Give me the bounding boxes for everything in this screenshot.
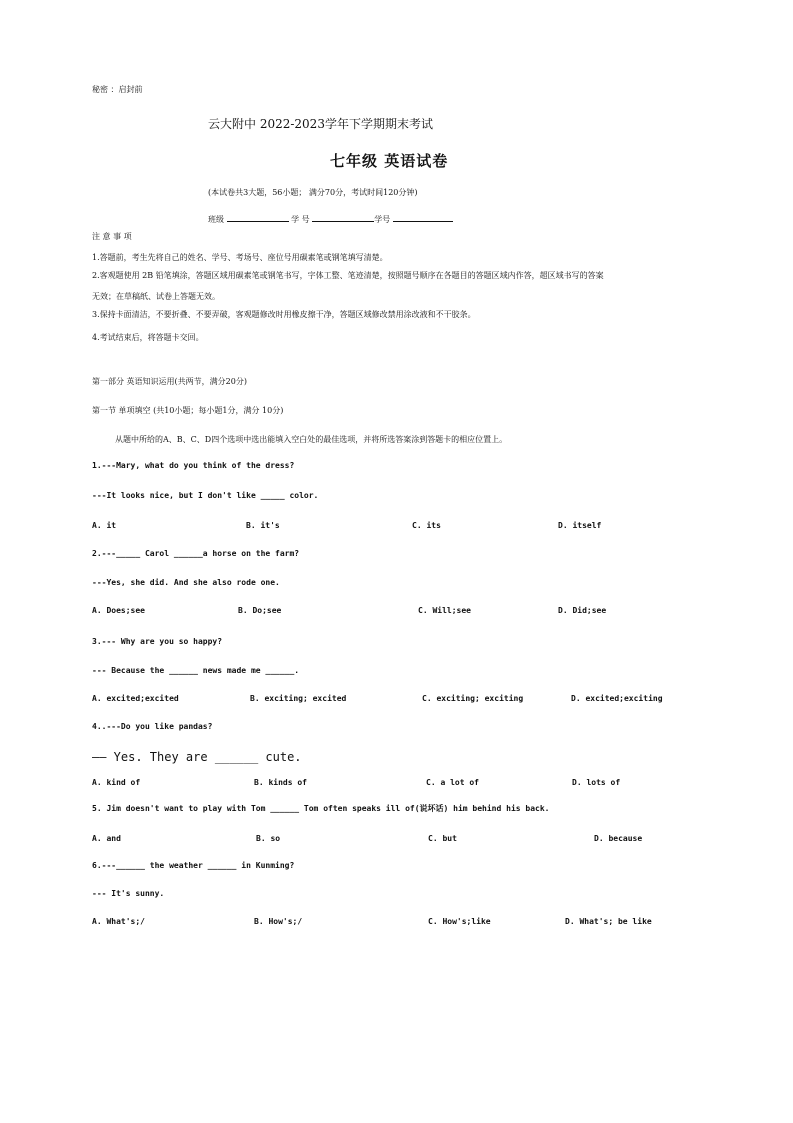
option-c: C. How's;like (428, 917, 491, 926)
student-info-line (208, 213, 453, 225)
question-stem: ---It looks nice, but I don't like _____ color. (92, 491, 319, 500)
note-item: 1.答题前，考生先将自己的姓名、学号、考场号、座位号用碳素笔或钢笔填写清楚。 (92, 253, 388, 262)
question-stem: 5. Jim doesn't want to play with Tom ______ Tom often speaks ill of(说坏话) him behind his back. (92, 804, 550, 813)
option-a: A. excited;excited (92, 694, 179, 703)
option-a: A. kind of (92, 778, 141, 787)
question-stem: ---Yes, she did. And she also rode one. (92, 578, 280, 587)
option-c: C. its (412, 521, 441, 530)
option-b: B. it's (246, 521, 280, 530)
question-stem: 1.---Mary, what do you think of the dress? (92, 461, 295, 470)
note-item: 2.客观题使用 2B 铅笔填涂，答题区域用碳素笔或钢笔书写，字体工整、笔迹清楚，按照题号顺序在各题目的答题区域内作答，超区域书写的答案 (92, 271, 604, 280)
student-no-label: 学 号 (291, 215, 310, 224)
question-stem: --- Because the ______ news made me ______. (92, 666, 300, 675)
note-item: 无效；在草稿纸、试卷上答题无效。 (92, 292, 220, 301)
class-label: 班级 (208, 215, 224, 224)
exam-info: (本试卷共3大题，56小题； 满分70分，考试时间120分钟) (208, 188, 418, 197)
section1-title: 第一节 单项填空 (共10小题；每小题1分，满分 10分) (92, 406, 284, 415)
option-a: A. and (92, 834, 121, 843)
class-blank (227, 213, 289, 222)
option-c: C. exciting; exciting (422, 694, 524, 703)
option-d: D. itself (558, 521, 602, 530)
note-item: 3.保持卡面清洁，不要折叠、不要弄破，客观题修改时用橡皮擦干净，答题区域修改禁用涂改液和不干胶条。 (92, 310, 476, 319)
seat-no-label: 学号 (374, 215, 391, 224)
option-b: B. exciting; excited (250, 694, 347, 703)
option-d: D. Did;see (558, 606, 607, 615)
question-stem: 2.---_____ Carol ______a horse on the farm? (92, 549, 300, 558)
option-b: B. kinds of (254, 778, 307, 787)
question-stem: 6.---______ the weather ______ in Kunming? (92, 861, 295, 870)
option-a: A. What's;/ (92, 917, 145, 926)
option-b: B. so (256, 834, 281, 843)
option-a: A. Does;see (92, 606, 145, 615)
notes-heading: 注 意 事 项 (92, 232, 132, 241)
question-stem: 4..---Do you like pandas? (92, 722, 213, 731)
confidential-label: 秘密 ：启封前 (92, 85, 143, 94)
part1-title: 第一部分 英语知识运用(共两节，满分20分) (92, 377, 247, 386)
paper-title: 七年级 英语试卷 (330, 152, 449, 170)
option-c: C. a lot of (426, 778, 479, 787)
note-item: 4.考试结束后，将答题卡交回。 (92, 333, 204, 342)
option-d: D. excited;exciting (571, 694, 663, 703)
seat-no-blank (393, 213, 453, 222)
question-stem: 3.--- Why are you so happy? (92, 637, 223, 646)
option-b: B. Do;see (238, 606, 282, 615)
option-d: D. lots of (572, 778, 621, 787)
section1-instruction: 从题中所给的A、B、C、D四个选项中选出能填入空白处的最佳选项，并将所选答案涂到答题卡的相应位置上。 (115, 435, 508, 444)
option-d: D. because (594, 834, 643, 843)
option-a: A. it (92, 521, 117, 530)
option-b: B. How's;/ (254, 917, 303, 926)
option-d: D. What's; be like (565, 917, 652, 926)
question-stem: --- It's sunny. (92, 889, 165, 898)
option-c: C. but (428, 834, 457, 843)
question-stem: —— Yes. They are ______ cute. (92, 750, 302, 764)
student-no-blank (312, 213, 374, 222)
option-c: C. Will;see (418, 606, 471, 615)
exam-title: 云大附中 2022-2023学年下学期期末考试 (208, 117, 433, 131)
